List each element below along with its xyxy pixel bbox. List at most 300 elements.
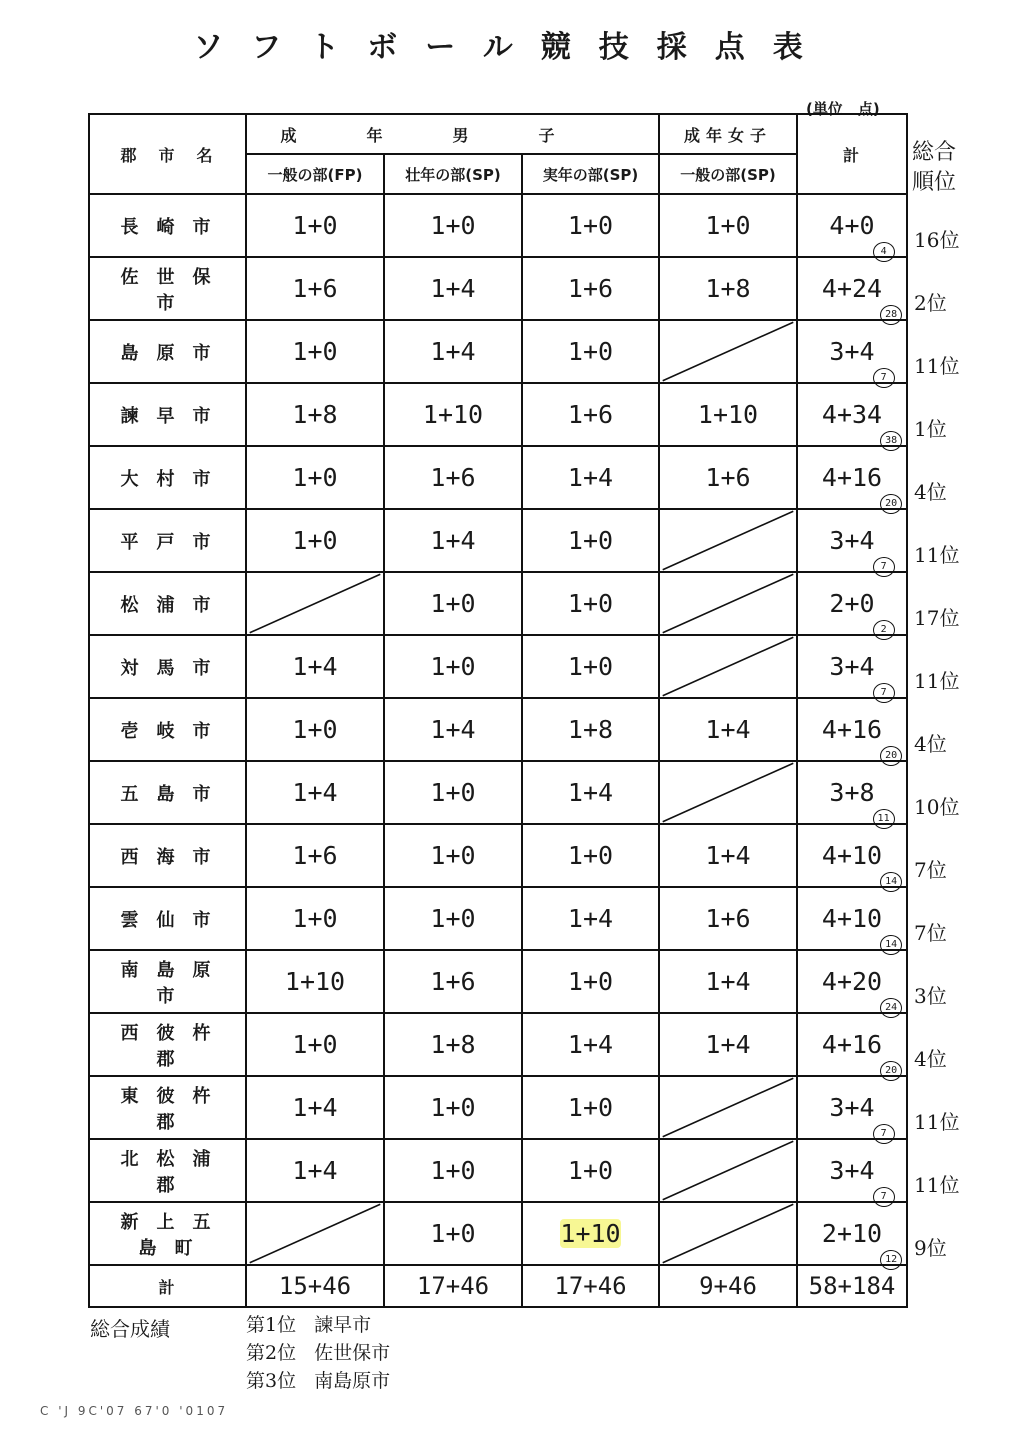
not-applicable-slash (660, 762, 796, 823)
city-name: 五島市 (120, 783, 229, 805)
score-cell (246, 950, 384, 1013)
summary-label: 総合成績 (90, 1317, 170, 1341)
score-cell (384, 1076, 522, 1139)
score-cell (384, 887, 522, 950)
score-cell (522, 446, 659, 509)
circled-points: 28 (880, 305, 902, 325)
sum-cell (797, 572, 907, 635)
score-cell (384, 194, 522, 257)
city-cell (89, 887, 246, 950)
score-cell (659, 824, 797, 887)
header-city (89, 114, 246, 194)
score-cell (246, 320, 384, 383)
score-cell (522, 950, 659, 1013)
city-cell (89, 509, 246, 572)
score-cell (522, 572, 659, 635)
score-cell (659, 383, 797, 446)
city-cell (89, 257, 246, 320)
score-value: 1+8 (430, 1030, 476, 1059)
score-value: 1+10 (284, 967, 346, 996)
score-value: 1+4 (705, 715, 751, 744)
ranking-header (912, 138, 964, 198)
score-value: 1+0 (430, 841, 476, 870)
sum-wrap (829, 589, 887, 635)
city-name: 壱岐市 (120, 720, 229, 742)
table-row (89, 1202, 907, 1265)
score-cell-empty (659, 761, 797, 824)
table-row (89, 572, 907, 635)
sum-wrap (821, 841, 898, 887)
not-applicable-slash (660, 1203, 796, 1264)
city-cell (89, 320, 246, 383)
city-cell (89, 446, 246, 509)
score-value: 1+0 (567, 526, 614, 555)
city-name: 新上五島町 (120, 1211, 229, 1259)
sum-cell (797, 1202, 907, 1265)
score-value: 1+6 (705, 904, 751, 933)
score-cell (384, 698, 522, 761)
score-value: 1+0 (292, 463, 338, 492)
table-row (89, 1076, 907, 1139)
sum-value: 4+16 (821, 1030, 883, 1059)
score-cell (659, 950, 797, 1013)
page-title: ソフトボール競技採点表 (193, 30, 831, 65)
score-value: 1+4 (567, 463, 614, 492)
sum-wrap (829, 652, 887, 698)
score-cell (246, 1139, 384, 1202)
score-value: 1+4 (292, 1093, 338, 1122)
score-value: 1+0 (567, 211, 614, 240)
score-cell-empty (659, 635, 797, 698)
sum-cell (797, 635, 907, 698)
rank-value: 2位 (914, 290, 947, 315)
score-value: 1+0 (292, 904, 338, 933)
score-value: 1+4 (430, 526, 476, 555)
score-cell (384, 824, 522, 887)
totals-row (89, 1265, 907, 1307)
score-cell (522, 509, 659, 572)
score-cell-empty (659, 572, 797, 635)
score-cell (522, 887, 659, 950)
city-name: 雲仙市 (120, 909, 229, 931)
score-cell (246, 887, 384, 950)
score-cell-empty (659, 1076, 797, 1139)
circled-points: 14 (880, 872, 902, 892)
rank-value: 17位 (914, 605, 960, 630)
city-cell (89, 383, 246, 446)
total-value: 17+46 (384, 1265, 522, 1307)
score-cell (659, 1013, 797, 1076)
header-total-text: 計 (842, 145, 861, 165)
score-cell-empty (246, 1202, 384, 1265)
header-sub-1: 一般の部(FP) (246, 154, 384, 194)
sum-value: 3+4 (829, 1093, 875, 1122)
city-cell (89, 1139, 246, 1202)
rank-value: 4位 (914, 731, 947, 756)
score-value: 1+6 (292, 274, 338, 303)
score-value: 1+4 (292, 1156, 338, 1185)
header-women (659, 114, 797, 154)
sum-cell (797, 1076, 907, 1139)
score-value: 1+8 (567, 715, 614, 744)
city-cell (89, 1076, 246, 1139)
score-cell (522, 257, 659, 320)
circled-points: 20 (880, 1061, 902, 1081)
header-total (797, 114, 907, 194)
score-value: 1+4 (705, 1030, 751, 1059)
summary-place (246, 1338, 390, 1365)
score-cell (246, 194, 384, 257)
sum-wrap (829, 526, 887, 572)
rank-value: 10位 (914, 794, 960, 819)
place-city: 佐世保市 (314, 1342, 391, 1364)
sum-value: 4+10 (821, 904, 883, 933)
score-cell (246, 698, 384, 761)
sum-value: 3+8 (829, 778, 875, 807)
score-value: 1+4 (292, 652, 338, 681)
not-applicable-slash (660, 636, 796, 697)
score-value: 1+8 (292, 400, 338, 429)
circled-points: 7 (873, 557, 895, 577)
sum-value: 4+20 (821, 967, 883, 996)
city-name: 南島原市 (120, 959, 229, 1007)
sum-wrap (829, 778, 890, 824)
score-value: 1+0 (430, 1219, 476, 1248)
sum-cell (797, 761, 907, 824)
summary-place (246, 1366, 390, 1393)
score-value: 1+0 (430, 652, 476, 681)
table-row (89, 887, 907, 950)
city-cell (89, 698, 246, 761)
table-row (89, 383, 907, 446)
city-cell (89, 761, 246, 824)
score-value: 1+10 (560, 1219, 621, 1248)
score-cell (246, 509, 384, 572)
score-cell (522, 761, 659, 824)
sum-value: 4+24 (821, 274, 883, 303)
score-cell (384, 761, 522, 824)
score-value: 1+0 (567, 337, 614, 366)
table-row (89, 635, 907, 698)
grand-total: 58+184 (797, 1265, 907, 1307)
score-value: 1+6 (705, 463, 751, 492)
rank-value: 7位 (914, 857, 947, 882)
score-cell (659, 257, 797, 320)
city-name: 対馬市 (120, 657, 229, 679)
score-cell (246, 824, 384, 887)
sum-value: 4+16 (821, 463, 883, 492)
score-cell (522, 635, 659, 698)
score-cell (384, 1202, 522, 1265)
sum-wrap (821, 967, 898, 1013)
score-value: 1+6 (567, 400, 614, 429)
city-cell (89, 824, 246, 887)
score-cell (384, 320, 522, 383)
score-value: 1+0 (430, 1093, 476, 1122)
circled-points: 20 (880, 494, 902, 514)
circled-points: 14 (880, 935, 902, 955)
score-cell (246, 761, 384, 824)
header-sub-2: 壮年の部(SP) (384, 154, 522, 194)
table-row (89, 257, 907, 320)
city-name: 佐世保市 (120, 266, 229, 314)
sum-cell (797, 509, 907, 572)
table-row (89, 509, 907, 572)
header-men-text: 成年男子 (280, 125, 625, 145)
city-cell (89, 572, 246, 635)
totals-label: 計 (89, 1265, 246, 1307)
sum-cell (797, 257, 907, 320)
rank-value: 4位 (914, 479, 947, 504)
score-cell-empty (246, 572, 384, 635)
circled-points: 4 (873, 242, 895, 262)
score-cell (246, 446, 384, 509)
sum-wrap (829, 1093, 887, 1139)
score-value: 1+6 (292, 841, 338, 870)
score-value: 1+0 (430, 589, 476, 618)
score-cell (522, 1139, 659, 1202)
total-value: 9+46 (659, 1265, 797, 1307)
sum-value: 2+10 (821, 1219, 883, 1248)
score-value: 1+0 (567, 589, 614, 618)
score-value: 1+0 (705, 211, 751, 240)
place-rank: 第2位 (246, 1342, 297, 1364)
sum-value: 4+10 (821, 841, 883, 870)
sum-value: 4+34 (821, 400, 883, 429)
score-value: 1+6 (567, 274, 614, 303)
ranking-header-text: 総合順位 (912, 140, 957, 195)
table-row (89, 320, 907, 383)
score-cell-empty (659, 1202, 797, 1265)
circled-points: 20 (880, 746, 902, 766)
place-rank: 第1位 (246, 1314, 297, 1336)
score-cell (522, 698, 659, 761)
score-value: 1+10 (697, 400, 759, 429)
score-value: 1+4 (292, 778, 338, 807)
sum-wrap (821, 1030, 898, 1076)
summary-place (246, 1310, 371, 1337)
table-row (89, 698, 907, 761)
total-value: 15+46 (246, 1265, 384, 1307)
score-value: 1+6 (430, 463, 476, 492)
score-value: 1+10 (422, 400, 484, 429)
city-cell (89, 194, 246, 257)
total-value: 17+46 (522, 1265, 659, 1307)
sum-cell (797, 320, 907, 383)
sum-value: 3+4 (829, 652, 875, 681)
header-sub-3: 実年の部(SP) (522, 154, 659, 194)
rank-value: 16位 (914, 227, 960, 252)
circled-points: 24 (880, 998, 902, 1018)
score-cell (522, 194, 659, 257)
score-value: 1+0 (567, 967, 614, 996)
sum-cell (797, 824, 907, 887)
table-row (89, 824, 907, 887)
footer-stamp: C 'J 9C'07 67'0 '0107 (40, 1404, 229, 1418)
score-value: 1+4 (430, 337, 476, 366)
header-men (246, 114, 659, 154)
score-cell (522, 824, 659, 887)
score-value: 1+4 (567, 1030, 614, 1059)
unit-note: (単位 点) (806, 100, 880, 118)
sum-wrap (821, 463, 898, 509)
sum-wrap (821, 400, 898, 446)
header-women-text: 成年女子 (683, 125, 772, 145)
sum-cell (797, 698, 907, 761)
sum-cell (797, 1139, 907, 1202)
city-name: 東彼杵郡 (120, 1085, 229, 1133)
sum-wrap (821, 1219, 898, 1265)
score-cell (659, 698, 797, 761)
score-table-body (89, 114, 907, 1307)
rank-value: 11位 (914, 542, 960, 567)
score-value: 1+4 (430, 715, 476, 744)
city-name: 松浦市 (120, 594, 229, 616)
score-value: 1+4 (705, 967, 751, 996)
score-value: 1+0 (292, 526, 338, 555)
score-cell (384, 572, 522, 635)
score-value: 1+0 (292, 337, 338, 366)
city-cell (89, 1013, 246, 1076)
sum-cell (797, 383, 907, 446)
not-applicable-slash (660, 573, 796, 634)
rank-value: 11位 (914, 1172, 960, 1197)
circled-points: 7 (873, 368, 895, 388)
city-name: 北松浦郡 (120, 1148, 229, 1196)
score-value: 1+0 (292, 715, 338, 744)
score-cell (522, 1013, 659, 1076)
table-row (89, 761, 907, 824)
score-cell (384, 1139, 522, 1202)
score-cell (659, 446, 797, 509)
score-value: 1+4 (430, 274, 476, 303)
city-cell (89, 635, 246, 698)
header-city-text: 郡市名 (120, 145, 235, 165)
table-row (89, 194, 907, 257)
rank-value: 11位 (914, 1109, 960, 1134)
city-name: 島原市 (120, 342, 229, 364)
sum-wrap (821, 904, 898, 950)
city-name: 長崎市 (120, 216, 229, 238)
place-rank: 第3位 (246, 1370, 297, 1392)
score-value: 1+0 (430, 904, 476, 933)
circled-points: 38 (880, 431, 902, 451)
score-cell (522, 1202, 659, 1265)
score-value: 1+8 (705, 274, 751, 303)
score-value: 1+0 (292, 211, 338, 240)
sum-cell (797, 446, 907, 509)
score-cell (384, 635, 522, 698)
sum-value: 4+16 (821, 715, 883, 744)
score-value: 1+4 (567, 904, 614, 933)
circled-points: 7 (873, 683, 895, 703)
score-value: 1+4 (705, 841, 751, 870)
rank-value: 11位 (914, 668, 960, 693)
rank-value: 9位 (914, 1235, 947, 1260)
city-name: 諫早市 (120, 405, 229, 427)
city-name: 平戸市 (120, 531, 229, 553)
rank-value: 11位 (914, 353, 960, 378)
city-name: 大村市 (120, 468, 229, 490)
city-cell (89, 950, 246, 1013)
score-value: 1+0 (430, 778, 476, 807)
score-value: 1+0 (567, 652, 614, 681)
score-cell (384, 1013, 522, 1076)
score-cell (246, 1076, 384, 1139)
sum-wrap (829, 337, 887, 383)
not-applicable-slash (660, 510, 796, 571)
table-row (89, 950, 907, 1013)
score-cell (384, 950, 522, 1013)
not-applicable-slash (247, 573, 383, 634)
sum-wrap (821, 715, 898, 761)
city-name: 西海市 (120, 846, 229, 868)
sum-cell (797, 950, 907, 1013)
score-value: 1+4 (567, 778, 614, 807)
rank-value: 1位 (914, 416, 947, 441)
city-cell (89, 1202, 246, 1265)
score-cell (659, 194, 797, 257)
circled-points: 2 (873, 620, 895, 640)
table-row (89, 446, 907, 509)
sum-wrap (829, 211, 887, 257)
sum-value: 2+0 (829, 589, 875, 618)
score-value: 1+0 (567, 1093, 614, 1122)
sum-value: 3+4 (829, 337, 875, 366)
sum-wrap (829, 1156, 887, 1202)
header-row-1 (89, 114, 907, 154)
score-cell (246, 383, 384, 446)
sum-value: 3+4 (829, 526, 875, 555)
place-city: 南島原市 (314, 1370, 391, 1392)
score-cell (522, 1076, 659, 1139)
sum-cell (797, 1013, 907, 1076)
score-table (88, 113, 908, 1308)
score-value: 1+0 (430, 211, 476, 240)
not-applicable-slash (660, 1077, 796, 1138)
table-row (89, 1139, 907, 1202)
score-value: 1+0 (567, 1156, 614, 1185)
sum-wrap (821, 274, 898, 320)
circled-points: 7 (873, 1187, 895, 1207)
score-cell-empty (659, 1139, 797, 1202)
circled-points: 12 (880, 1250, 902, 1270)
score-cell (246, 635, 384, 698)
circled-points: 7 (873, 1124, 895, 1144)
score-value: 1+0 (567, 841, 614, 870)
not-applicable-slash (660, 321, 796, 382)
score-cell (246, 257, 384, 320)
score-value: 1+0 (430, 1156, 476, 1185)
not-applicable-slash (247, 1203, 383, 1264)
rank-value: 3位 (914, 983, 947, 1008)
circled-points: 11 (873, 809, 895, 829)
score-cell (522, 383, 659, 446)
table-row (89, 1013, 907, 1076)
score-cell (522, 320, 659, 383)
score-cell (659, 887, 797, 950)
sum-value: 3+4 (829, 1156, 875, 1185)
city-name: 西彼杵郡 (120, 1022, 229, 1070)
place-city: 諫早市 (314, 1314, 372, 1336)
rank-value: 4位 (914, 1046, 947, 1071)
score-cell (246, 1013, 384, 1076)
not-applicable-slash (660, 1140, 796, 1201)
sum-cell (797, 887, 907, 950)
sum-cell (797, 194, 907, 257)
score-value: 1+0 (292, 1030, 338, 1059)
score-cell (384, 257, 522, 320)
